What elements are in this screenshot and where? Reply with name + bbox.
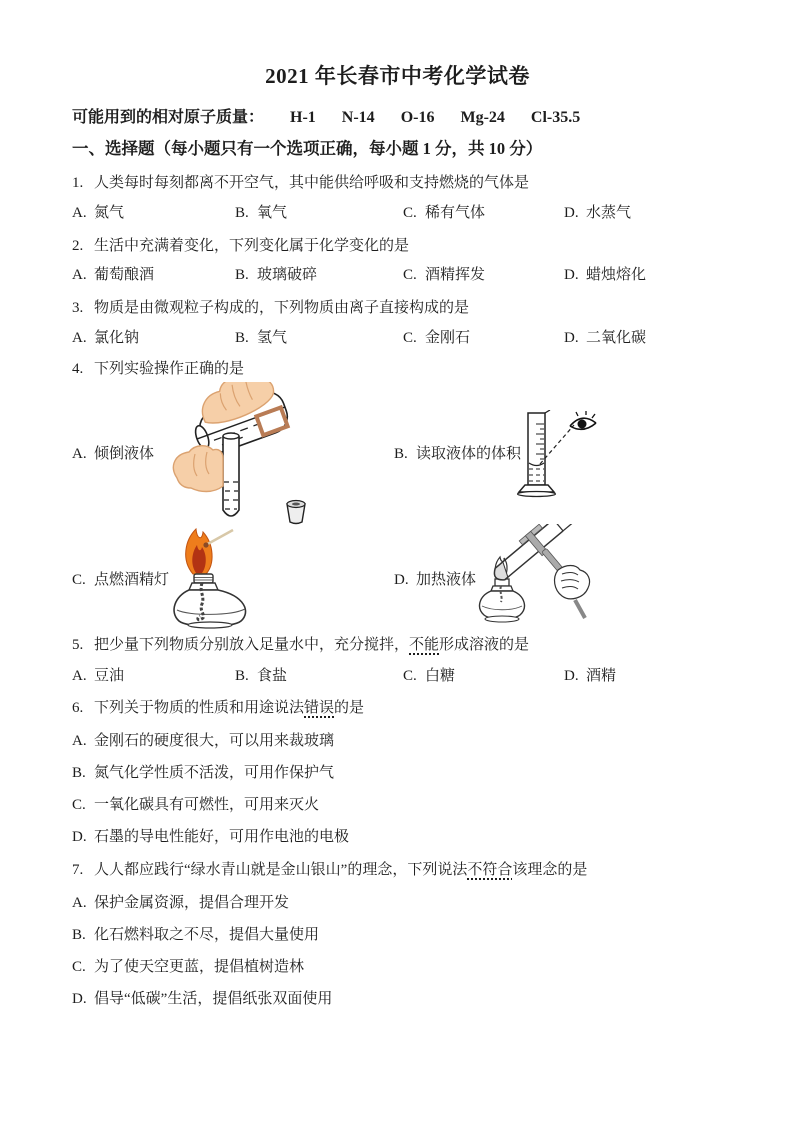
option-letter: C. xyxy=(72,959,86,975)
light-alcohol-lamp-figure xyxy=(167,526,255,630)
option-letter: C. xyxy=(72,572,86,588)
question-3-stem xyxy=(72,300,723,317)
option-text: 读取液体的体积 xyxy=(416,446,522,462)
option-b xyxy=(235,330,403,347)
option-text: 玻璃破碎 xyxy=(257,267,318,283)
option-text: 一氧化碳具有可燃性，可用来灭火 xyxy=(94,797,320,813)
option-a xyxy=(72,267,235,284)
option-letter: B. xyxy=(72,927,86,943)
stem-text: 下列关于物质的性质和用途说法 xyxy=(94,700,305,716)
stem-text: 生活中充满着变化，下列变化属于化学变化的是 xyxy=(94,238,410,254)
option-text: 为了使天空更蓝，提倡植树造林 xyxy=(94,959,305,975)
page-title: 2021 年长春市中考化学试卷 xyxy=(265,64,530,88)
option-c-caption xyxy=(72,572,169,589)
option-letter: C. xyxy=(403,267,417,283)
option-letter: C. xyxy=(403,668,417,684)
option-letter: B. xyxy=(394,446,408,462)
option-text: 倡导“低碳”生活，提倡纸张双面使用 xyxy=(94,991,333,1007)
option-c xyxy=(403,668,564,685)
question-3-options xyxy=(72,330,723,347)
question-number: 3. xyxy=(72,300,84,316)
option-d xyxy=(564,205,723,222)
pour-liquid-figure xyxy=(165,382,329,530)
question-4-figures xyxy=(72,378,723,630)
atomic-mass-value: Mg-24 xyxy=(460,109,505,126)
option-letter: A. xyxy=(72,267,87,283)
stem-text: 该理念的是 xyxy=(512,862,588,878)
option-c xyxy=(403,205,564,222)
option-d xyxy=(564,330,723,347)
option-text: 白糖 xyxy=(425,668,456,684)
option-letter: D. xyxy=(72,991,87,1007)
atomic-mass-value: N-14 xyxy=(341,109,375,126)
question-7-option-c xyxy=(72,959,723,976)
heat-liquid-figure xyxy=(466,524,604,632)
option-d-caption xyxy=(394,572,476,589)
option-text: 金刚石的硬度很大，可以用来裁玻璃 xyxy=(94,733,335,749)
option-text: 蜡烛熔化 xyxy=(586,267,647,283)
option-a-caption xyxy=(72,446,154,463)
option-letter: A. xyxy=(72,205,87,221)
option-letter: A. xyxy=(72,733,87,749)
option-text: 稀有气体 xyxy=(425,205,486,221)
question-5-options xyxy=(72,668,723,685)
option-text: 氧气 xyxy=(257,205,288,221)
question-5-stem xyxy=(72,637,723,654)
option-letter: C. xyxy=(403,205,417,221)
stopper xyxy=(287,501,305,524)
option-letter: B. xyxy=(235,267,249,283)
atomic-mass-label: 可能用到的相对原子质量： xyxy=(72,109,265,126)
option-letter: A. xyxy=(72,330,87,346)
question-6-option-b xyxy=(72,765,723,782)
question-6-option-d xyxy=(72,829,723,846)
test-tube xyxy=(223,433,239,516)
option-letter: D. xyxy=(564,267,579,283)
question-1-options xyxy=(72,205,723,222)
eye-icon xyxy=(570,411,596,429)
option-text: 氯化钠 xyxy=(94,330,140,346)
question-2-stem xyxy=(72,238,723,255)
option-a xyxy=(72,668,235,685)
option-text: 豆油 xyxy=(94,668,125,684)
question-4-stem xyxy=(72,361,723,378)
option-letter: D. xyxy=(72,829,87,845)
option-text: 点燃酒精灯 xyxy=(94,572,170,588)
option-letter: C. xyxy=(403,330,417,346)
option-b xyxy=(235,267,403,284)
atomic-mass-value: H-1 xyxy=(290,109,316,126)
option-d xyxy=(564,668,723,685)
question-number: 5. xyxy=(72,637,84,653)
option-letter: C. xyxy=(72,797,86,813)
question-6-option-a xyxy=(72,733,723,750)
atomic-mass-value: O-16 xyxy=(400,109,435,126)
option-text: 酒精挥发 xyxy=(425,267,486,283)
read-volume-figure xyxy=(500,410,604,500)
stem-text: 下列实验操作正确的是 xyxy=(94,361,245,377)
question-number: 2. xyxy=(72,238,84,254)
question-7-option-d xyxy=(72,991,723,1008)
option-letter: B. xyxy=(235,205,249,221)
flame-icon xyxy=(186,529,212,574)
option-text: 加热液体 xyxy=(416,572,477,588)
question-1-stem xyxy=(72,175,723,192)
option-letter: B. xyxy=(235,668,249,684)
option-b xyxy=(235,205,403,222)
option-text: 氢气 xyxy=(257,330,288,346)
gripping-hand xyxy=(555,566,590,619)
question-7-stem xyxy=(72,862,723,879)
question-6-option-c xyxy=(72,797,723,814)
option-text: 氮气化学性质不活泼，可用作保护气 xyxy=(94,765,335,781)
question-7-option-b xyxy=(72,927,723,944)
stem-emphasis: 不能 xyxy=(409,637,440,653)
atomic-mass-value: Cl-35.5 xyxy=(530,109,581,126)
holding-hand xyxy=(173,446,223,492)
stem-text: 的是 xyxy=(334,700,365,716)
option-c xyxy=(403,330,564,347)
stem-text: 人人都应践行“绿水青山就是金山银山”的理念，下列说法 xyxy=(94,862,468,878)
option-text: 酒精 xyxy=(586,668,617,684)
option-letter: A. xyxy=(72,895,87,911)
atomic-mass-line xyxy=(72,108,723,127)
option-letter: D. xyxy=(564,205,579,221)
option-a xyxy=(72,205,235,222)
option-text: 氮气 xyxy=(94,205,125,221)
question-number: 4. xyxy=(72,361,84,377)
question-2-options xyxy=(72,267,723,284)
option-text: 二氧化碳 xyxy=(586,330,647,346)
option-letter: B. xyxy=(72,765,86,781)
option-letter: B. xyxy=(235,330,249,346)
option-text: 倾倒液体 xyxy=(94,446,155,462)
stem-text: 形成溶液的是 xyxy=(439,637,530,653)
option-text: 保护金属资源，提倡合理开发 xyxy=(94,895,290,911)
option-letter: D. xyxy=(394,572,409,588)
option-text: 食盐 xyxy=(257,668,288,684)
option-b xyxy=(235,668,403,685)
question-number: 1. xyxy=(72,175,84,191)
option-a xyxy=(72,330,235,347)
question-6-stem xyxy=(72,700,723,717)
alcohol-lamp xyxy=(174,574,246,628)
option-text: 石墨的导电性能好，可用作电池的电极 xyxy=(94,829,350,845)
option-text: 金刚石 xyxy=(425,330,471,346)
option-letter: A. xyxy=(72,668,87,684)
option-text: 化石燃料取之不尽，提倡大量使用 xyxy=(94,927,320,943)
stem-text: 人类每时每刻都离不开空气，其中能供给呼吸和支持燃烧的气体是 xyxy=(94,175,530,191)
question-7-option-a xyxy=(72,895,723,912)
stem-text: 物质是由微观粒子构成的，下列物质由离子直接构成的是 xyxy=(94,300,470,316)
stem-emphasis: 不符合 xyxy=(467,862,513,878)
question-number: 6. xyxy=(72,700,84,716)
option-letter: D. xyxy=(564,330,579,346)
option-letter: A. xyxy=(72,446,87,462)
option-text: 水蒸气 xyxy=(586,205,632,221)
option-letter: D. xyxy=(564,668,579,684)
option-text: 葡萄酿酒 xyxy=(94,267,155,283)
stem-emphasis: 错误 xyxy=(304,700,335,716)
question-number: 7. xyxy=(72,862,84,878)
section-heading: 一、选择题（每小题只有一个选项正确，每小题 1 分，共 10 分） xyxy=(72,139,543,158)
stem-text: 把少量下列物质分别放入足量水中，充分搅拌， xyxy=(94,637,410,653)
option-c xyxy=(403,267,564,284)
option-d xyxy=(564,267,723,284)
